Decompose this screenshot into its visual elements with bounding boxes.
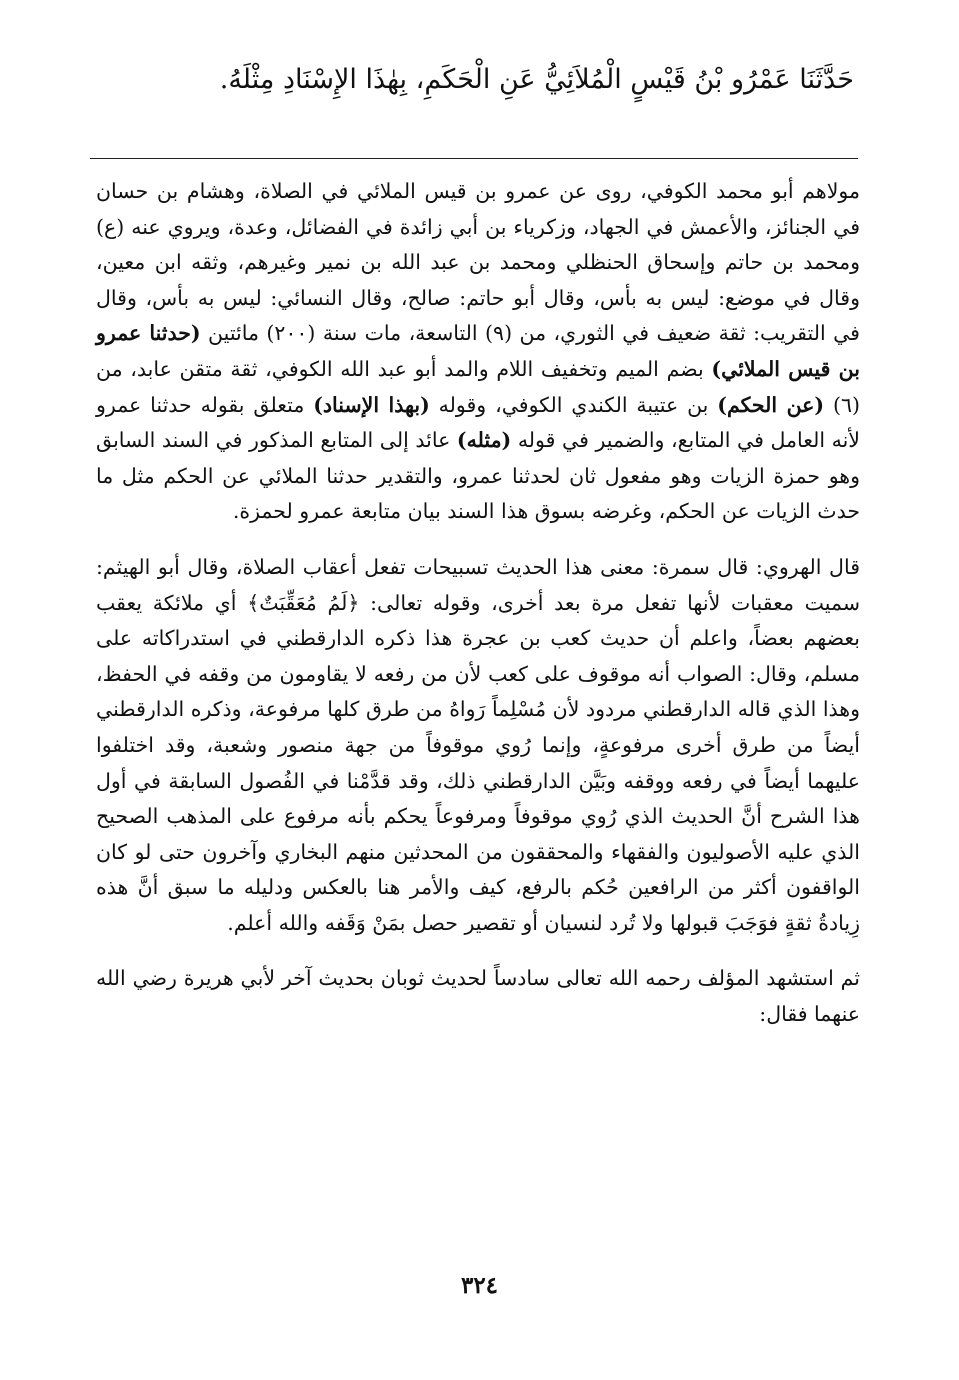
- hadith-text: حَدَّثَنَا عَمْرُو بْنُ قَيْسٍ الْمُلاَئِيُّ عَنِ الْحَكَمِ، بِهٰذَا الإِسْنَادِ مِثْلَهُ.: [219, 64, 854, 95]
- quoted-phrase: (مثله): [456, 428, 512, 453]
- quoted-phrase: (بهذا الإسناد): [313, 392, 430, 417]
- commentary-paragraph-3: [96, 961, 860, 1032]
- paragraph-text: بضم الميم وتخفيف اللام والمد أبو عبد الله الكوفي، ثقة متقن عابد، من (٦): [96, 356, 861, 417]
- paragraph-text: أي ملائكة يعقب بعضهم بعضاً، واعلم أن حديث كعب بن عجرة هذا ذكره الدارقطني في استدراكاته على مسلم، وقال: الصواب أنه موقوف على كعب لأن من رفعه لا يقاومون من وقفه في الحفظ، وهذا الذي قاله الدارقطني مردود لأن مُسْلِماً رَواهُ من طرق كلها مرفوعة، وذكره الدارقطني أيضاً من طرق أخرى مرفوعةٍ، وإنما رُوي موقوفاً من جهة منصور وشعبة، وقد اختلفوا عليهما أيضاً في رفعه ووقفه وبَيَّن الدارقطني ذلك، وقد قدَّمْنا في الفُصول السابقة في أول هذا الشرح أنَّ الحديث الذي رُوي موقوفاً ومرفوعاً يحكم بأنه مرفوع على المذهب الصحيح الذي عليه الأصوليون والفقهاء والمحققون من المحدثين منهم البخاري وآخرون حتى لو كان الواقفون أكثر من الرافعين حُكم بالرفع، كيف والأمر هنا بالعكس ودليله ما سبق أنَّ هذه زِيادةُ ثقةٍ فوَجَبَ قبولها ولا تُرد لنسيان أو تقصير حصل بمَنْ وَقَفه والله أعلم.: [96, 590, 860, 935]
- paragraph-text: متعلق بقوله حدثنا عمرو لأنه العامل في المتابع، والضمير في قوله: [96, 392, 860, 453]
- separator-rule: [90, 158, 858, 159]
- quoted-phrase: (عن الحكم): [717, 392, 825, 417]
- paragraph-text: بن عتيبة الكندي الكوفي، وقوله: [429, 392, 718, 417]
- paragraph-text: عائد إلى المتابع المذكور في السند السابق وهو حمزة الزيات وهو مفعول ثان لحدثنا عمرو، والتقدير حدثنا الملائي عن الحكم مثل ما حدث الزيات عن الحكم، وغرضه بسوق هذا السند بيان متابعة عمرو لحمزة.: [96, 428, 860, 524]
- quran-quote: ﴿لَمُ مُعَقِّبَتٌ﴾: [247, 590, 360, 615]
- commentary-body: [96, 174, 860, 1053]
- page-number: ٣٢٤: [460, 1272, 499, 1299]
- paragraph-text: مولاهم أبو محمد الكوفي، روى عن عمرو بن قيس الملائي في الصلاة، وهشام بن حسان في الجنائز، والأعمش في الجهاد، وزكرياء بن أبي زائدة في الفضائل، وعدة، ويروي عنه (ع) ومحمد بن حاتم وإسحاق الحنظلي ومحمد بن عبد الله بن نمير وغيرهم، وثقه ابن معين، وقال في موضع: ليس به بأس، وقال أبو حاتم: صالح، وقال النسائي: ليس به بأس، وقال في التقريب: ثقة ضعيف في الثوري، من (٩) التاسعة، مات سنة (٢٠٠) مائتين: [96, 179, 860, 346]
- paragraph-text: قال الهروي: قال سمرة: معنى هذا الحديث تسبيحات تفعل أعقاب الصلاة، وقال أبو الهيثم: سميت معقبات لأنها تفعل مرة بعد أخرى، وقوله تعالى:: [96, 554, 860, 615]
- commentary-paragraph-1: [96, 174, 860, 530]
- commentary-paragraph-2: [96, 550, 860, 942]
- quoted-phrase: (حدثنا عمرو بن قيس الملائي): [96, 321, 860, 381]
- paragraph-text: ثم استشهد المؤلف رحمه الله تعالى سادساً لحديث ثوبان بحديث آخر لأبي هريرة رضي الله عنهما فقال:: [96, 966, 860, 1027]
